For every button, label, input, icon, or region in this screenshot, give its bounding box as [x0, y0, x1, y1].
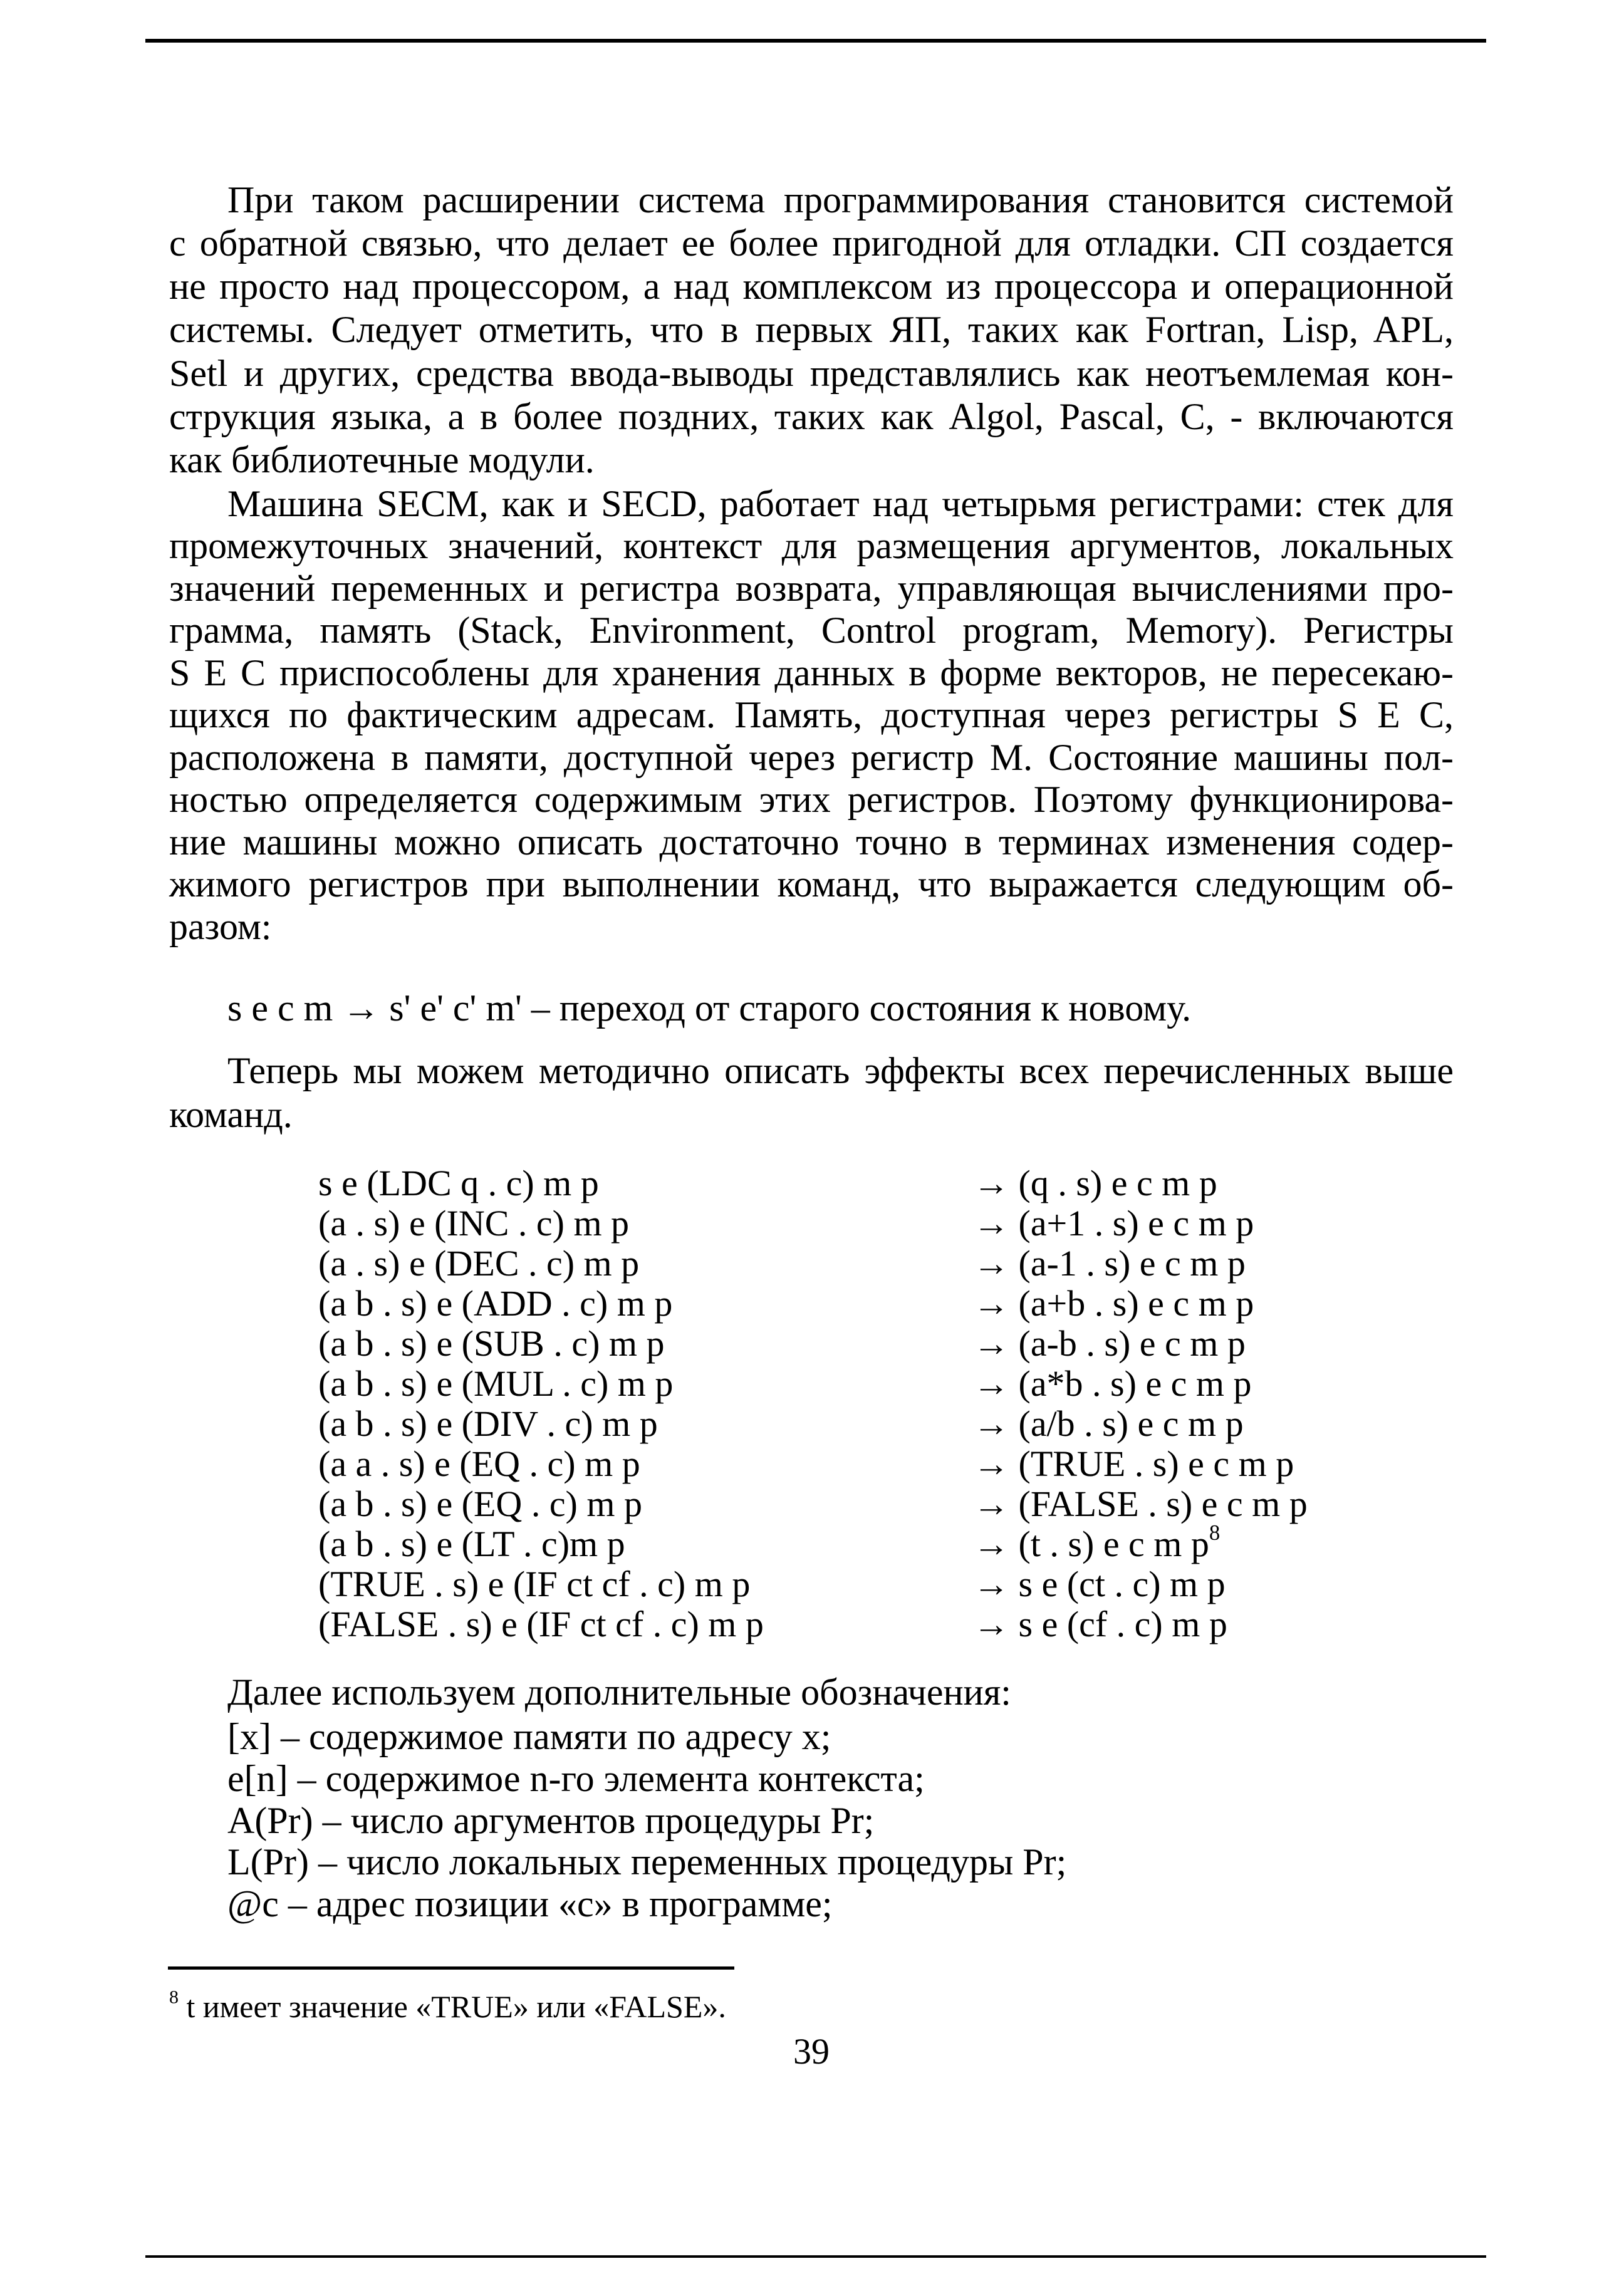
- transition-after: [973, 1520, 1221, 1564]
- transition-after: [973, 1364, 1252, 1404]
- transition-after-text: → (TRUE . s) e c m p: [973, 1443, 1294, 1484]
- notation-item: [x] – содержимое памяти по адресу x;: [227, 1716, 831, 1757]
- transition-after-text: → (a+b . s) e c m p: [973, 1283, 1254, 1324]
- paragraph-line: не просто над процессором, а над комплексом из процессора и операционной: [169, 266, 1454, 307]
- transition-after-text: → (a-1 . s) e c m p: [973, 1243, 1246, 1284]
- transition-before: (a a . s) e (EQ . c) m p: [318, 1443, 640, 1484]
- paragraph-line: струкция языка, а в более поздних, таких как Algol, Pascal, C, - включаются: [169, 396, 1454, 437]
- transition-after-text: → s e (cf . c) m p: [973, 1604, 1227, 1644]
- transition-after: [973, 1244, 1246, 1284]
- paragraph-line: расположена в памяти, доступной через регистр M. Состояние машины пол-: [169, 737, 1454, 778]
- transition-before: (FALSE . s) e (IF ct cf . c) m p: [318, 1604, 764, 1644]
- transition-before: (a . s) e (INC . c) m p: [318, 1203, 630, 1244]
- paragraph-line: жимого регистров при выполнении команд, что выражается следующим об-: [169, 863, 1454, 905]
- notation-item: e[n] – содержимое n-го элемента контекста;: [227, 1758, 925, 1799]
- paragraph-line: разом:: [169, 906, 272, 947]
- footnote-reference[interactable]: 8: [1209, 1520, 1221, 1545]
- transition-after-text: → (a+1 . s) e c m p: [973, 1203, 1254, 1244]
- transition-after-text: → s e (ct . c) m p: [973, 1564, 1226, 1604]
- paragraph-line: команд.: [169, 1094, 293, 1135]
- transition-before: (a b . s) e (ADD . c) m p: [318, 1283, 673, 1324]
- notation-item: A(Pr) – число аргументов процедуры Pr;: [227, 1800, 875, 1841]
- transition-after: [973, 1163, 1217, 1203]
- paragraph-line: как библиотечные модули.: [169, 439, 595, 480]
- transition-after-text: → (t . s) e c m p: [973, 1524, 1209, 1564]
- transition-after: [973, 1203, 1254, 1244]
- transition-after-text: → (q . s) e c m p: [973, 1163, 1217, 1203]
- transition-before: (a b . s) e (DIV . c) m p: [318, 1403, 658, 1444]
- paragraph-line: Setl и других, средства ввода-выводы представлялись как неотъемлемая кон-: [169, 353, 1454, 394]
- footnote-marker: 8: [169, 1987, 179, 2008]
- transition-before: (a b . s) e (EQ . c) m p: [318, 1483, 642, 1524]
- transition-after-text: → (a-b . s) e c m p: [973, 1323, 1246, 1364]
- transition-before: s e (LDC q . c) m p: [318, 1163, 599, 1203]
- transition-after: [973, 1604, 1227, 1644]
- transition-before: (a b . s) e (SUB . c) m p: [318, 1323, 665, 1364]
- paragraph-line: При таком расширении система программирования становится системой: [227, 179, 1454, 221]
- transition-after: [973, 1484, 1308, 1524]
- transition-after: [973, 1284, 1254, 1324]
- footnote-separator: [168, 1966, 734, 1970]
- paragraph-line: значений переменных и регистра возврата, управляющая вычислениями про-: [169, 568, 1454, 609]
- transition-before: (TRUE . s) e (IF ct cf . c) m p: [318, 1564, 751, 1604]
- transition-after-text: → (a/b . s) e c m p: [973, 1403, 1244, 1444]
- paragraph-line: промежуточных значений, контекст для размещения аргументов, локальных: [169, 525, 1454, 566]
- notation-intro: Далее используем дополнительные обозначения:: [227, 1671, 1011, 1713]
- transition-after: [973, 1324, 1246, 1364]
- paragraph-line: ностью определяется содержимым этих регистров. Поэтому функционирова-: [169, 779, 1454, 820]
- transition-after-text: → (a*b . s) e c m p: [973, 1363, 1252, 1404]
- footnote: [169, 1989, 726, 2024]
- footer-rule: [145, 2255, 1486, 2258]
- footnote-text: t имеет значение «TRUE» или «FALSE».: [186, 1989, 726, 2024]
- page-number: 39: [793, 2031, 830, 2072]
- paragraph-line: щихся по фактическим адресам. Память, доступная через регистры S E C,: [169, 694, 1454, 735]
- transition-before: (a b . s) e (MUL . c) m p: [318, 1363, 674, 1404]
- notation-item: L(Pr) – число локальных переменных процедуры Pr;: [227, 1841, 1067, 1883]
- state-transition-formula: s e c m → s' e' c' m' – переход от старого состояния к новому.: [227, 987, 1192, 1029]
- paragraph-line: с обратной связью, что делает ее более пригодной для отладки. СП создается: [169, 222, 1454, 264]
- transition-before: (a b . s) e (LT . c)m p: [318, 1524, 625, 1564]
- header-rule: [145, 39, 1486, 43]
- transition-after-text: → (FALSE . s) e c m p: [973, 1483, 1308, 1524]
- paragraph-line: системы. Следует отметить, что в первых ЯП, таких как Fortran, Lisp, APL,: [169, 309, 1454, 350]
- notation-item: @c – адрес позиции «с» в программе;: [227, 1883, 833, 1925]
- paragraph-line: S E C приспособлены для хранения данных в форме векторов, не пересекаю-: [169, 652, 1454, 693]
- transition-before: (a . s) e (DEC . c) m p: [318, 1243, 640, 1284]
- paragraph-line: ние машины можно описать достаточно точно в терминах изменения содер-: [169, 821, 1454, 863]
- transition-after: [973, 1564, 1226, 1604]
- paragraph-line: грамма, память (Stack, Environment, Control program, Memory). Регистры: [169, 610, 1454, 651]
- paragraph-line: Теперь мы можем методично описать эффекты всех перечисленных выше: [227, 1050, 1454, 1091]
- transition-after: [973, 1444, 1294, 1484]
- transition-after: [973, 1404, 1244, 1444]
- paragraph-line: Машина SECM, как и SECD, работает над четырьмя регистрами: стек для: [227, 483, 1454, 524]
